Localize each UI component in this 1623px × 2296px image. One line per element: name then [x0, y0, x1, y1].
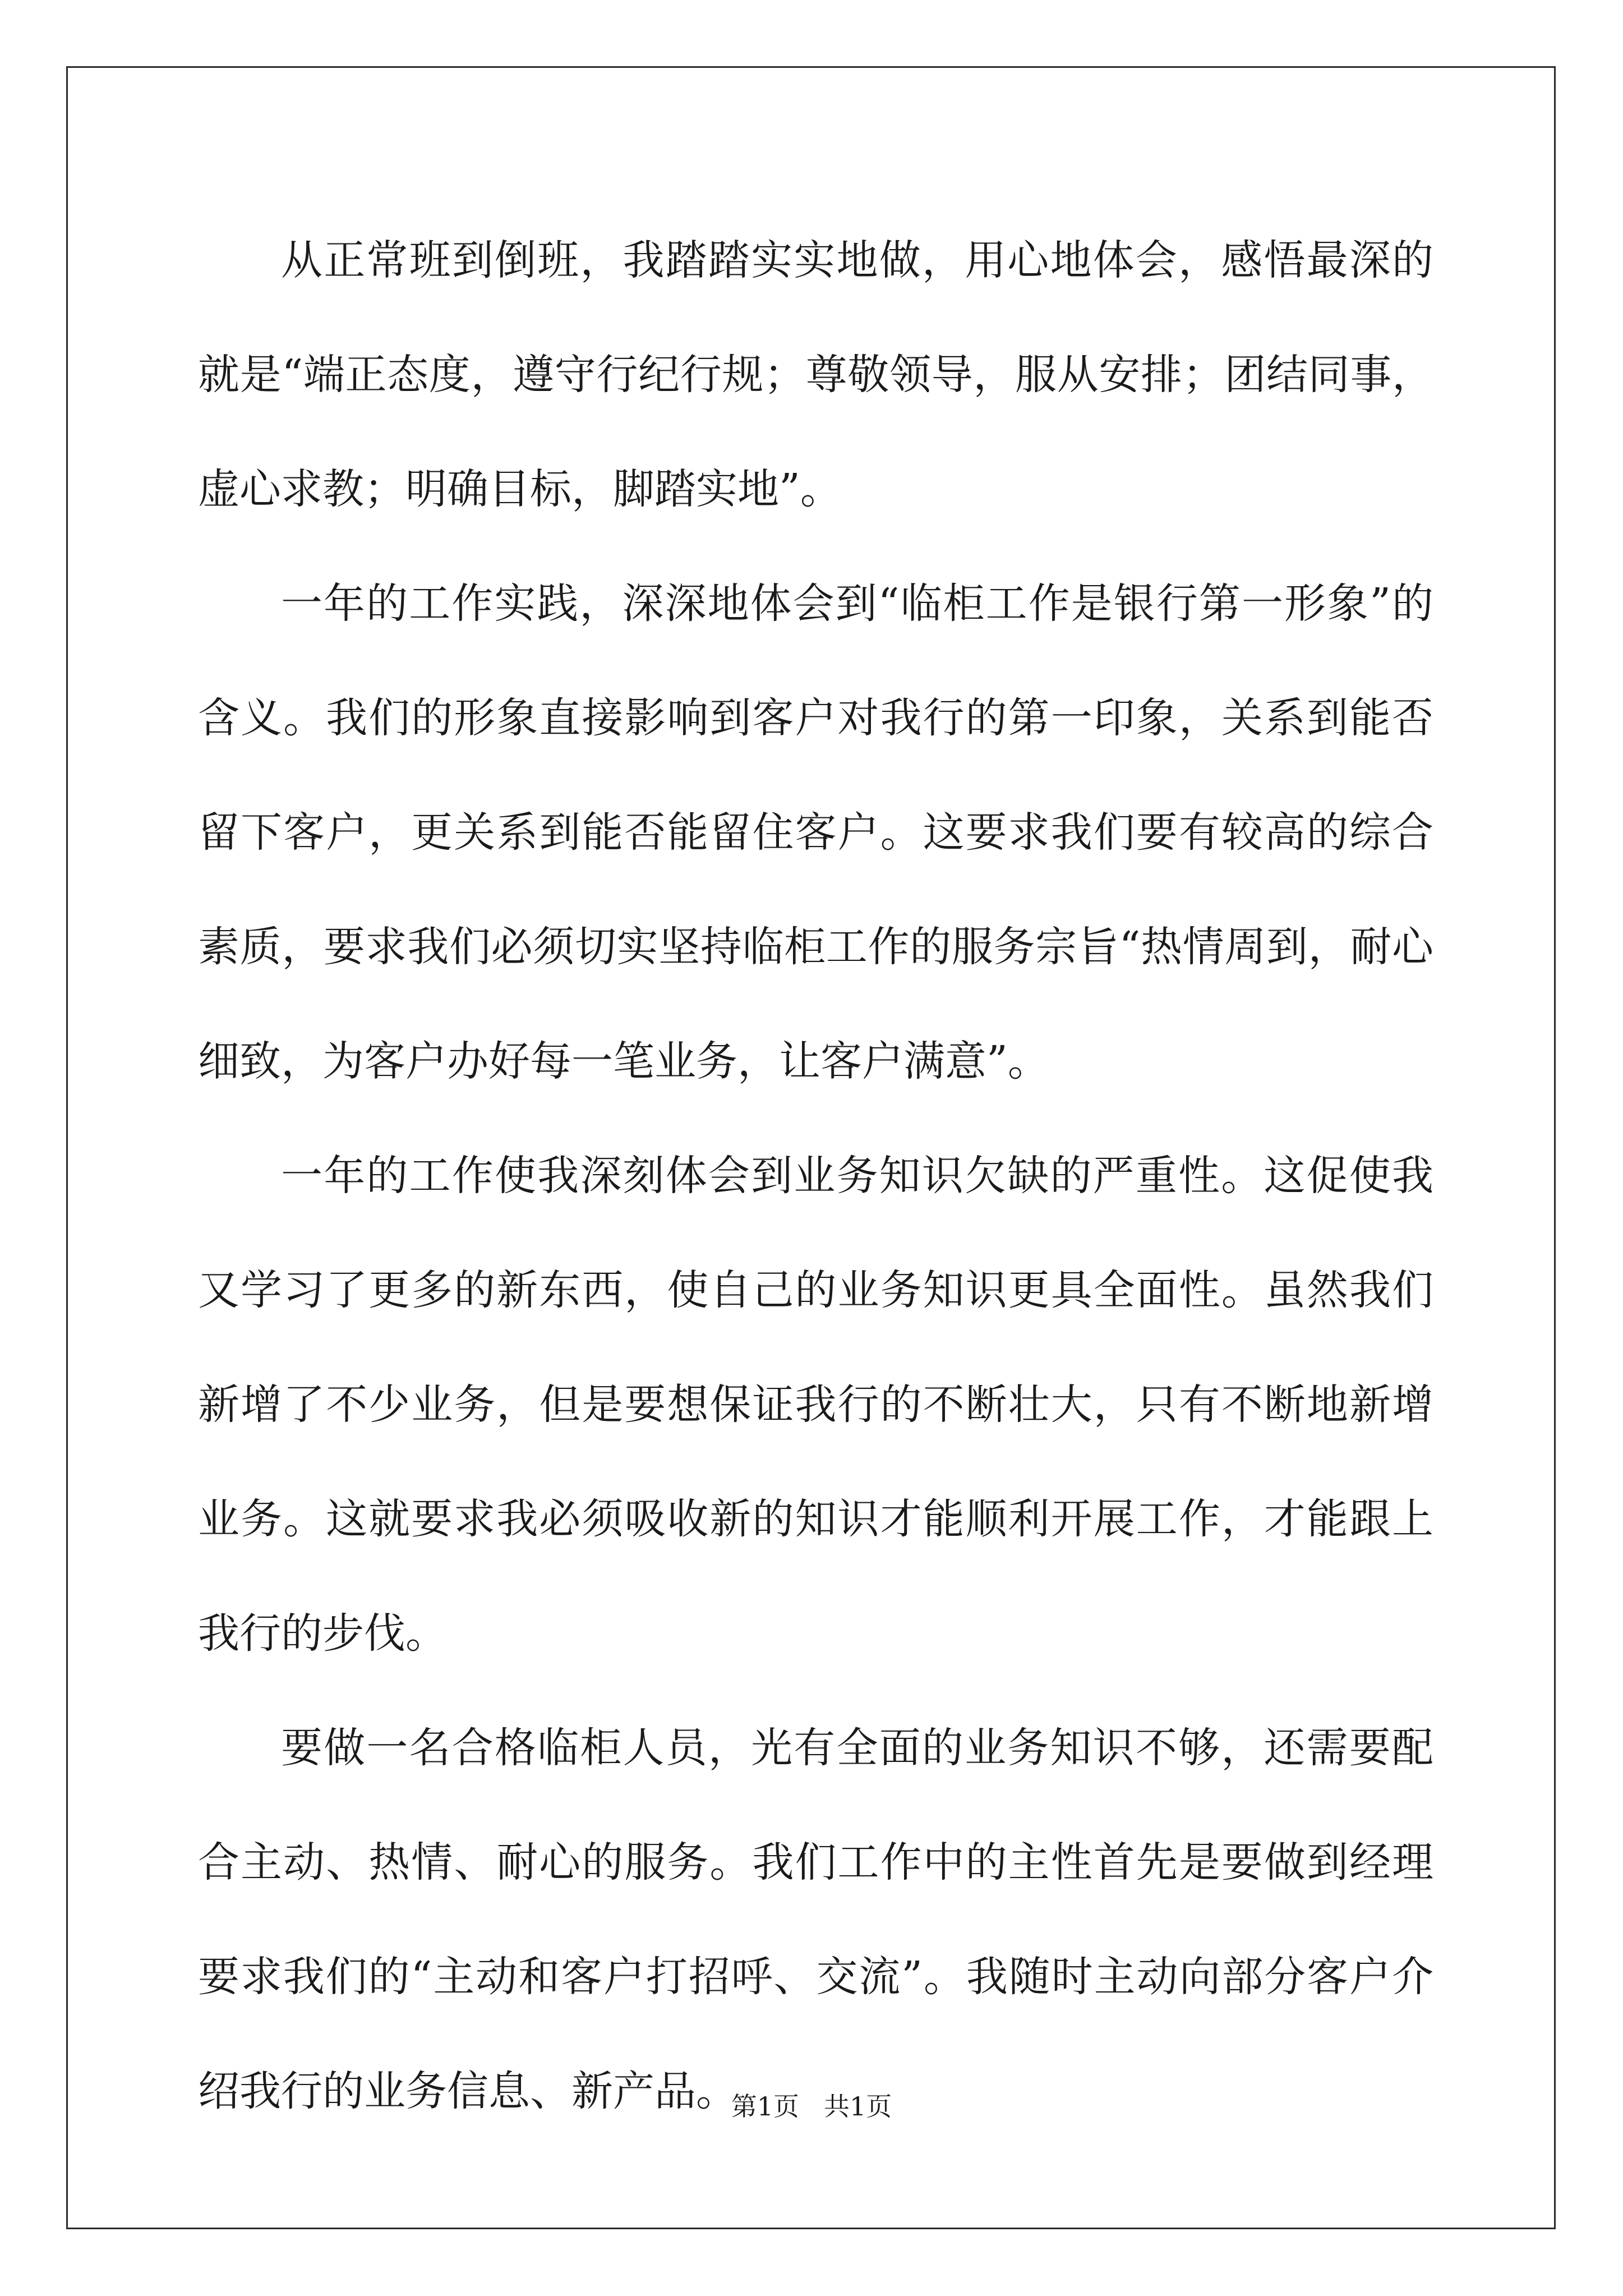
- paragraph-3: 一年的工作使我深刻体会到业务知识欠缺的严重性。这促使我又学习了更多的新东西，使自己的业务知识更具全面性。虽然我们新增了不少业务，但是要想保证我行的不断壮大，只有不断地新增业务。这就要求我必须吸收新的知识才能顺利开展工作，才能跟上我行的步伐。: [198, 1152, 1433, 1658]
- paragraph-1: 从正常班到倒班，我踏踏实实地做，用心地体会，感悟最深的就是“端正态度，遵守行纪行规；尊敬领导，服从安排；团结同事，虚心求教；明确目标，脚踏实地”。: [198, 236, 1433, 513]
- document-body: [198, 203, 1433, 2148]
- paragraph-2: 一年的工作实践，深深地体会到“临柜工作是银行第一形象”的含义。我们的形象直接影响到客户对我行的第一印象，关系到能否留下客户，更关系到能否能留住客户。这要求我们要有较高的综合素质，要求我们必须切实坚持临柜工作的服务宗旨“热情周到，耐心细致，为客户办好每一笔业务，让客户满意”。: [198, 579, 1433, 1085]
- page-number: 第1页: [731, 2091, 800, 2122]
- page-total: 共1页: [823, 2091, 892, 2122]
- page-footer: [0, 2090, 1623, 2123]
- paragraph-4: 要做一名合格临柜人员，光有全面的业务知识不够，还需要配合主动、热情、耐心的服务。我们工作中的主性首先是要做到经理要求我们的“主动和客户打招呼、交流”。我随时主动向部分客户介绍我行的业务信息、新产品。: [198, 1724, 1433, 2115]
